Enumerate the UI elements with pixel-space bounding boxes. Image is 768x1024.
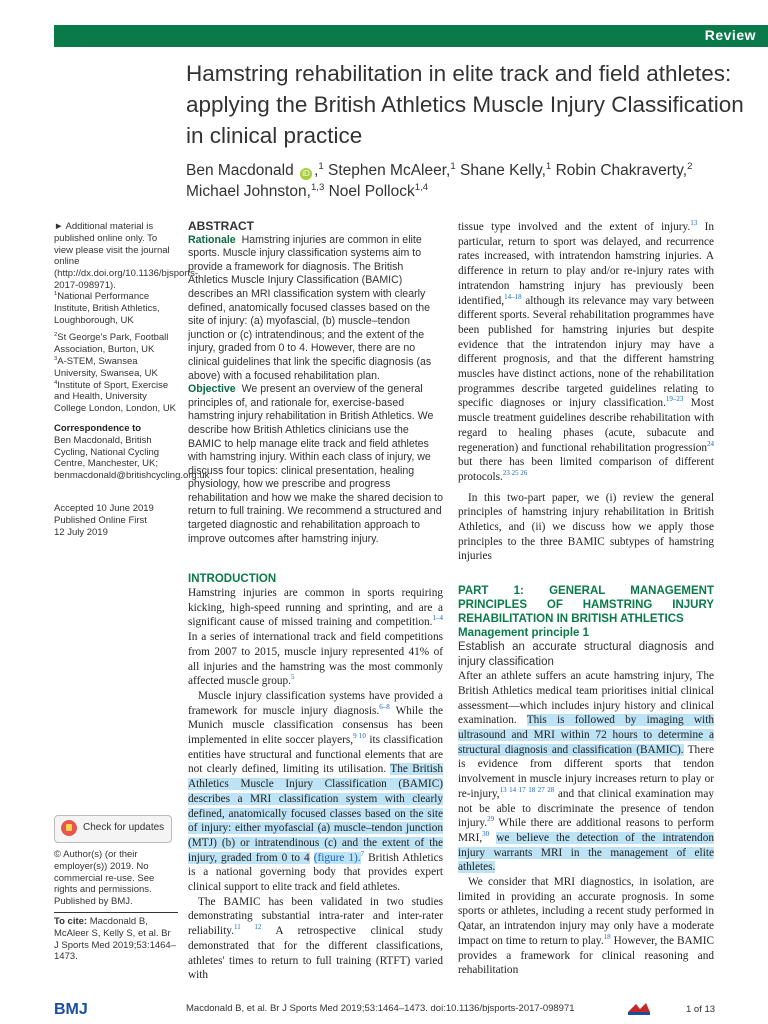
paragraph-text: In particular, return to sport was delayed, and recurrence rates increased, with intratendon hamstring injuries. A difference in return to play and/or re-injury rates with intratendon hamstring injury has previously been identified, xyxy=(458,221,714,307)
article-title: Hamstring rehabilitation in elite track and field athletes: applying the British Athletics Muscle Injury Classification in clinical practice xyxy=(186,61,744,148)
paragraph-text: Hamstring injuries are common in sports requiring kicking, high-speed running and sprinting, and are a significant cause of missed training and competition. xyxy=(188,587,443,629)
correspondence xyxy=(54,423,210,482)
reference-link[interactable]: 9 10 xyxy=(353,732,366,741)
correspondence-heading: Correspondence to xyxy=(54,423,142,434)
affiliation: National Performance Institute, British Athletics, Loughborough, UK xyxy=(54,291,160,326)
author-name[interactable]: Stephen McAleer, xyxy=(328,162,451,179)
page-number: 1 of 13 xyxy=(686,1004,716,1015)
cite-box xyxy=(54,912,178,963)
paragraph-text: although its relevance may vary between different sports. Several rehabilitation programmes have been published for hamstring injuries but despite evidence that the intratendon injury may have a different prognosis, and that the different hamstring muscles have distinct actions, none of the rehabilitation programmes describe targeted guidelines relating to specific diagnoses or injury classification. xyxy=(458,294,714,410)
paragraph-text: In this two-part paper, we (i) review the general principles of hamstring injury rehabilitation in British Athletics, and (ii) we discuss how we apply those principles to the three BAMIC subtypes of hamstring injuries xyxy=(458,491,714,563)
objective-label: Objective xyxy=(188,383,236,396)
paragraph-text: but there has been limited comparison of different protocols. xyxy=(458,456,714,483)
management-principle-subheading: Establish an accurate structural diagnosis and injury classification xyxy=(458,641,714,668)
cite-text: Macdonald B, McAleer S, Kelly S, et al. Br J Sports Med 2019;53:1464–1473. xyxy=(54,916,177,963)
part1-heading: PART 1: GENERAL MANAGEMENT PRINCIPLES OF HAMSTRING INJURY REHABILITATION IN BRITISH ATHLETICS xyxy=(458,585,714,626)
reference-link[interactable]: 13 14 17 18 27 28 xyxy=(499,786,555,795)
paragraph-text: A retrospective clinical study demonstrated that for the different classifications, athletes' times to return to full training (RTFT) varied with xyxy=(188,925,443,982)
affiliation: A-STEM, Swansea University, Swansea, UK xyxy=(54,355,158,379)
paragraph-text: tissue type involved and the extent of injury. xyxy=(458,221,691,233)
affiliations: $^1$National Performance Institute, British Athletics, Loughborough, UK $^2$St George's Park, Football Association, Burton, UK $^3$A-STEM, Swansea University, Swansea, UK $^4$Institute of Sport, Exercise and Health, University College London, London, UK xyxy=(54,290,177,415)
introduction-heading: INTRODUCTION xyxy=(188,573,277,585)
author-list: Ben Macdonald iD ,$^1$ Stephen McAleer,$^1$ Shane Kelly,$^1$ Robin Chakraverty,$^2$ Michael Johnston,$^{1,3}$ Noel Pollock$^{1,4}$ xyxy=(186,160,693,200)
highlighted-text: The British Athletics Muscle Injury Classification (BAMIC) describes a MRI classification system with clearly defined, anatomically focused classes based on the site of injury: either myofascial (a) muscle–tendon junction (MTJ) (b) or intratendinous (c) and the extent of the injury, graded from 0 to 4 xyxy=(188,763,443,864)
paragraph-text: We consider that MRI diagnostics, in isolation, are limited in providing an accurate prognosis. In some sports or athletes, including a recent study performed in Qatar, an intratendon injury may only have a moderate impact on time to return to play. xyxy=(458,876,714,947)
reference-link[interactable]: 11 12 xyxy=(234,923,262,932)
reference-link[interactable]: 29 xyxy=(487,815,495,824)
paragraph-text: Muscle injury classification systems have provided a framework for muscle injury diagnosis. xyxy=(188,689,443,717)
paragraph-text: However, the BAMIC provides a framework for clinical reasoning and rehabilitation xyxy=(458,934,714,977)
section-label: Review xyxy=(704,27,756,43)
header-bar xyxy=(54,25,768,47)
reference-link[interactable]: 23 25 26 xyxy=(502,469,528,478)
check-updates-label: Check for updates xyxy=(83,822,165,833)
abstract xyxy=(188,220,443,546)
reference-link[interactable]: 14–18 xyxy=(504,292,522,301)
reference-link[interactable]: 24 xyxy=(707,439,714,448)
article-dates: Accepted 10 June 2019 Published Online First 12 July 2019 xyxy=(54,503,154,538)
cite-label: To cite: xyxy=(54,916,88,927)
paragraph-text: While the Munich muscle classification consensus has been implemented in elite soccer players, xyxy=(188,704,443,747)
paragraph-text: After an athlete suffers an acute hamstring injury, The British Athletics medical team prioritises initial clinical assessment—which includes injury history and clinical examination. xyxy=(458,670,714,727)
supplementary-note[interactable]: ► Additional material is published online only. To view please visit the journal online (http://dx.doi.org/10.1136/bjsports-2017-098971). xyxy=(54,221,198,291)
highlighted-text: This is followed by imaging with ultrasound and MRI within 72 hours to determine a structural diagnosis and classification (BAMIC). xyxy=(458,714,714,756)
reference-link[interactable]: 30 xyxy=(482,830,490,839)
paragraph-text: British Athletics is a national governing body that provides expert clinical support to elite track and field athletes. xyxy=(188,851,444,894)
highlighted-text: we believe the detection of the intratendon injury warrants MRI in the management of elite athletes. xyxy=(458,831,714,874)
paragraph-text: There is evidence from different sports that tendon involvement in muscle injury increases return to play or re-injury, xyxy=(458,743,714,800)
reference-link[interactable]: 18 xyxy=(603,933,611,942)
rationale-label: Rationale xyxy=(188,233,236,246)
british-athletics-logo xyxy=(626,1000,652,1016)
paragraph-text: In a series of international track and field competitions from 2007 to 2015, muscle injury represented 41% of all injuries and the hamstring was the most commonly affected muscle group. xyxy=(188,631,443,688)
paragraph-text: and that clinical examination may not be able to discriminate the presence of tendon injury. xyxy=(458,787,714,830)
introduction-column xyxy=(188,572,443,983)
footer-citation: Macdonald B, et al. Br J Sports Med 2019;53:1464–1473. doi:10.1136/bjsports-2017-098971 xyxy=(186,1003,575,1014)
correspondence-body[interactable]: Ben Macdonald, British Cycling, National Cycling Centre, Manchester, UK; benmacdonald@britishcycling.org.uk xyxy=(54,434,210,482)
figure-link[interactable]: (figure 1). xyxy=(313,851,361,864)
reference-link[interactable]: 7 xyxy=(360,849,365,858)
affiliation: Institute of Sport, Exercise and Health, University College London, London, UK xyxy=(54,379,177,415)
check-updates-button[interactable] xyxy=(54,815,172,843)
copyright-note: © Author(s) (or their employer(s)) 2019. No commercial re-use. See rights and permissions. Published by BMJ. xyxy=(54,849,155,908)
rationale-text: Hamstring injuries are common in elite sports. Muscle injury classification systems aim to provide a framework for diagnosis. The British Athletics Muscle Injury Classification (BAMIC) describes an MRI classification system with clearly defined, anatomically focused classes based on the site of injury: (a) myofascial, (b) muscle–tendon junction or (c) intratendinous; and the extent of the injury, graded from 0 to 4. However, there are no clinical guidelines that link the specific diagnosis (as above) with a focused rehabilitation plan. xyxy=(188,233,432,382)
right-column xyxy=(458,220,714,978)
bmj-logo: BMJ xyxy=(54,1001,88,1018)
reference-link[interactable]: 19–23 xyxy=(665,395,684,404)
abstract-heading: ABSTRACT xyxy=(188,219,254,233)
reference-link[interactable]: 13 xyxy=(690,219,698,228)
crossmark-icon xyxy=(61,820,77,836)
paragraph-text: While there are additional reasons to perform MRI, xyxy=(458,817,714,844)
reference-link[interactable]: 5 xyxy=(291,673,295,682)
reference-link[interactable]: 6–8 xyxy=(379,702,390,711)
author-name[interactable]: Noel Pollock xyxy=(328,183,415,200)
paragraph-text: its classification entities have structural and functional elements that are not clearly defined, limiting its utilisation. xyxy=(188,734,443,776)
author-name[interactable]: Ben Macdonald xyxy=(186,162,294,179)
author-name[interactable]: Robin Chakraverty, xyxy=(555,162,688,179)
author-name[interactable]: Michael Johnston, xyxy=(186,183,311,200)
author-name[interactable]: Shane Kelly, xyxy=(460,162,546,179)
reference-link[interactable]: 1–4 xyxy=(432,614,443,623)
paragraph-text: Most muscle treatment guidelines describe rehabilitation with regard to healing phases (acute, subacute and regeneration) and functional rehabilitation progression xyxy=(458,397,715,454)
management-principle-heading: Management principle 1 xyxy=(458,627,590,640)
objective-text: We present an overview of the general principles of, and rationale for, exercise-based hamstring injury rehabilitation in British Athletics. We describe how British Athletics clinicians use the BAMIC to help manage elite track and field athletes with hamstring injury. Within each class of injury, we discuss four topics: clinical presentation, healing physiology, how we prescribe and progress rehabilitation and how we make the shared decision to return to full training. We recommend a structured and targeted diagnostic and rehabilitation approach to improve outcomes after hamstring injury. xyxy=(188,383,443,545)
affiliation: St George's Park, Football Association, Burton, UK xyxy=(54,332,169,356)
paragraph-text: The BAMIC has been validated in two studies demonstrating substantial intra-rater and inter-rater reliability. xyxy=(188,895,443,938)
orcid-icon[interactable]: iD xyxy=(300,168,312,180)
